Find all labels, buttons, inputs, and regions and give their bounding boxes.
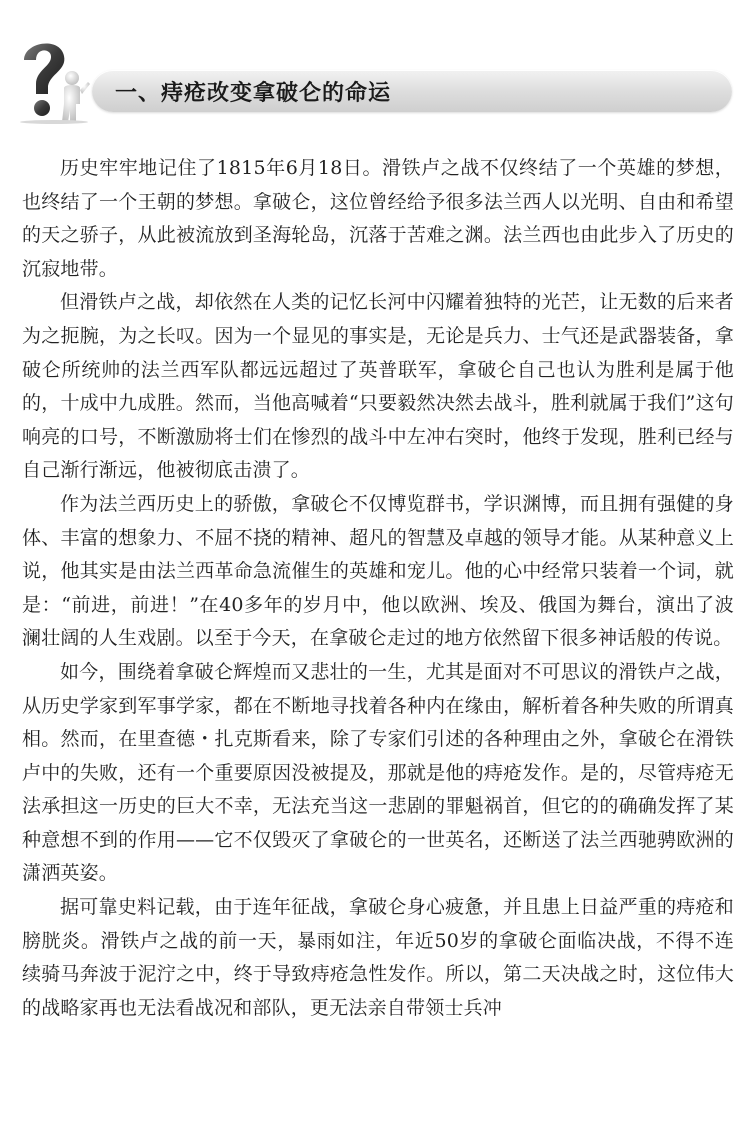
paragraph: 据可靠史料记载，由于连年征战，拿破仑身心疲惫，并且患上日益严重的痔疮和膀胱炎。滑铁卢之战的前一天，暴雨如注，年近50岁的拿破仑面临决战，不得不连续骑马奔波于泥泞之中，终于导致痔疮急性发作。所以，第二天决战之时，这位伟大的战略家再也无法看战况和部队，更无法亲自带领士兵冲	[22, 896, 734, 1019]
paragraph: 历史牢牢地记住了1815年6月18日。滑铁卢之战不仅终结了一个英雄的梦想，也终结了一个王朝的梦想。拿破仑，这位曾经给予很多法兰西人以光明、自由和希望的天之骄子，从此被流放到圣海轮岛，沉落于苦难之渊。法兰西也由此步入了历史的沉寂地带。	[22, 157, 734, 280]
section-header	[0, 0, 754, 140]
paragraph: 但滑铁卢之战，却依然在人类的记忆长河中闪耀着独特的光芒，让无数的后来者为之扼腕，为之长叹。因为一个显见的事实是，无论是兵力、士气还是武器装备，拿破仑所统帅的法兰西军队都远远超过了英普联军，拿破仑自己也认为胜利是属于他的，十成中九成胜。然而，当他高喊着“只要毅然决然去战斗，胜利就属于我们”这句响亮的口号，不断激励将士们在惨烈的战斗中左冲右突时，他终于发现，胜利已经与自己渐行渐远，他被彻底击溃了。	[22, 291, 734, 482]
paragraph: 作为法兰西历史上的骄傲，拿破仑不仅博览群书，学识渊博，而且拥有强健的身体、丰富的想象力、不屈不挠的精神、超凡的智慧及卓越的领导才能。从某种意义上说，他其实是由法兰西革命急流催生的英雄和宠儿。他的心中经常只装着一个词，就是：“前进，前进！”在40多年的岁月中，他以欧洲、埃及、俄国为舞台，演出了波澜壮阔的人生戏剧。以至于今天，在拿破仑走过的地方依然留下很多神话般的传说。	[22, 492, 734, 650]
article-body	[22, 152, 734, 1025]
section-title: 一、痔疮改变拿破仑的命运	[115, 81, 392, 106]
question-mark-figure-icon	[14, 34, 94, 124]
paragraph: 如今，围绕着拿破仑辉煌而又悲壮的一生，尤其是面对不可思议的滑铁卢之战，从历史学家到军事学家，都在不断地寻找着各种内在缘由，解析着各种失败的所谓真相。然而，在里查德・扎克斯看来，除了专家们引述的各种理由之外，拿破仑在滑铁卢中的失败，还有一个重要原因没被提及，那就是他的痔疮发作。是的，尽管痔疮无法承担这一历史的巨大不幸，无法充当这一悲剧的罪魁祸首，但它的的确确发挥了某种意想不到的作用——它不仅毁灭了拿破仑的一世英名，还断送了法兰西驰骋欧洲的潇洒英姿。	[22, 660, 734, 885]
